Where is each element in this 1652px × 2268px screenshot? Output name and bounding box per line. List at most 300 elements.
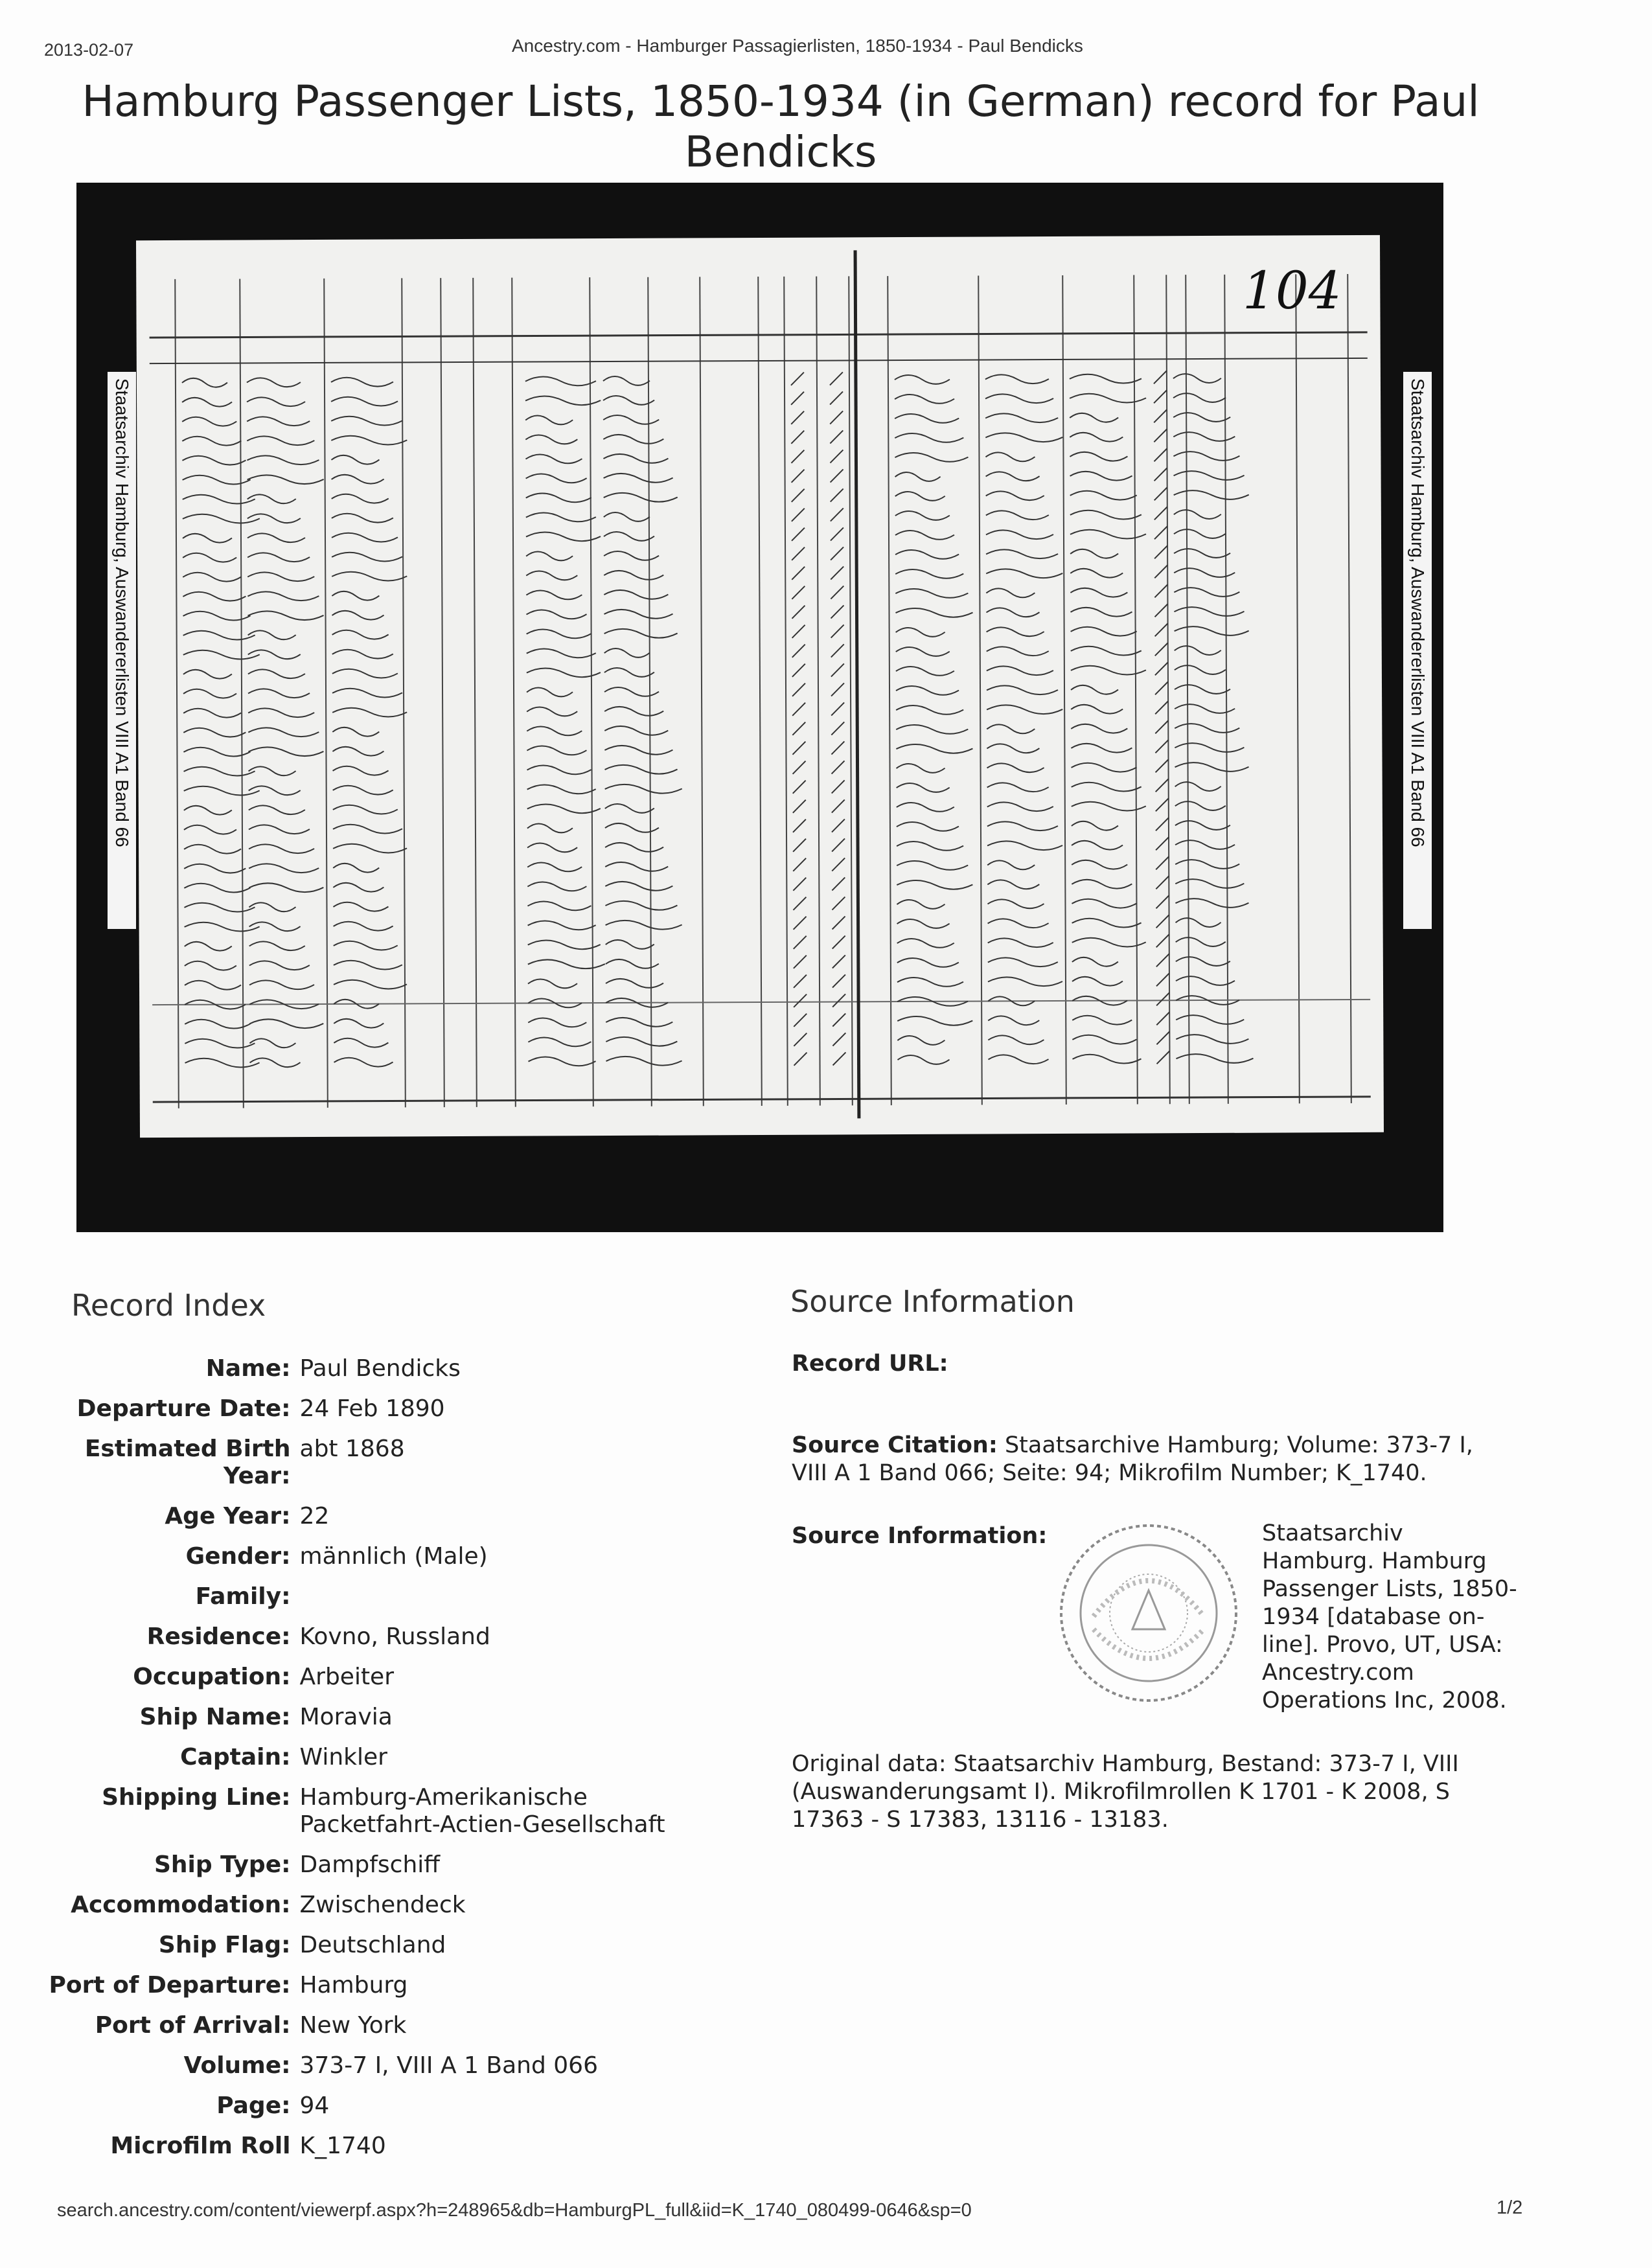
tally-mark: [1155, 623, 1168, 636]
page-title: Hamburg Passenger Lists, 1850-1934 (in German) record for Paul Bendicks: [82, 76, 1480, 177]
handwritten-entry: [185, 1019, 250, 1028]
ledger-column-line: [888, 276, 891, 1105]
archive-stamp-seal: [1055, 1519, 1243, 1707]
tally-mark: [1154, 526, 1167, 539]
handwritten-entry: [248, 669, 305, 678]
handwritten-entry: [333, 902, 388, 911]
tally-mark: [832, 819, 845, 832]
record-index-row: [39, 1972, 726, 1999]
handwritten-entry: [528, 1037, 591, 1046]
handwritten-entry: [985, 433, 1062, 442]
handwritten-entry: [525, 376, 596, 385]
tally-mark: [791, 431, 804, 444]
record-index-row: [39, 1583, 726, 1610]
handwritten-entry: [247, 397, 305, 406]
record-index-row: [39, 1503, 726, 1530]
handwritten-entry: [988, 938, 1053, 947]
handwritten-entry: [1070, 490, 1137, 499]
ledger-column-line: [758, 277, 762, 1106]
handwritten-entry: [525, 396, 601, 406]
tally-mark: [794, 994, 807, 1007]
handwritten-entry: [526, 512, 596, 521]
footer-page-number: 1/2: [1497, 2197, 1523, 2218]
handwritten-entry: [986, 530, 1053, 539]
handwritten-entry: [332, 513, 393, 522]
handwritten-entry: [184, 786, 260, 796]
ledger-column-line: [1166, 275, 1170, 1104]
handwritten-entry: [606, 1057, 682, 1066]
tally-mark: [792, 586, 805, 599]
tally-mark: [794, 936, 807, 949]
ledger-column-line: [324, 279, 328, 1108]
record-index-row: [39, 1355, 726, 1382]
handwritten-entry: [1072, 782, 1141, 791]
handwritten-entry: [527, 629, 591, 638]
tally-mark: [1156, 895, 1169, 908]
tally-mark: [832, 897, 845, 910]
handwritten-entry: [183, 747, 250, 756]
handwritten-entry: [527, 707, 577, 716]
tally-mark: [1155, 701, 1168, 714]
tally-mark: [794, 975, 807, 988]
tally-mark: [792, 664, 805, 677]
handwritten-entry: [185, 942, 232, 951]
handwritten-entry: [332, 707, 407, 717]
ledger-spine: [855, 250, 859, 1118]
handwritten-entry: [897, 978, 963, 987]
handwritten-entry: [897, 803, 954, 812]
handwritten-entry: [897, 1016, 972, 1026]
tally-mark: [831, 683, 844, 696]
handwritten-entry: [1175, 626, 1249, 636]
handwritten-entry: [1072, 821, 1118, 830]
folio-number: 104: [1243, 260, 1342, 321]
handwritten-entry: [604, 668, 654, 677]
handwritten-entry: [988, 1016, 1039, 1025]
handwritten-entry: [249, 922, 301, 931]
handwritten-entry: [331, 435, 407, 445]
handwritten-entry: [895, 492, 945, 501]
handwritten-entry: [249, 961, 310, 970]
handwritten-entry: [895, 472, 941, 481]
ledger-column-line: [1186, 275, 1189, 1104]
handwritten-entry: [896, 725, 968, 734]
record-index-row: [39, 1543, 726, 1570]
handwritten-entry: [606, 940, 654, 949]
tally-mark: [1156, 973, 1169, 986]
handwritten-entry: [527, 687, 573, 696]
handwritten-entry: [604, 648, 650, 658]
handwritten-entry: [334, 1019, 384, 1028]
tally-mark: [792, 606, 805, 619]
tally-mark: [1154, 487, 1167, 500]
ledger-column-line: [402, 278, 406, 1107]
handwritten-entry: [987, 783, 1049, 792]
handwritten-entry: [604, 551, 659, 560]
handwritten-entry: [988, 1035, 1044, 1044]
handwritten-entry: [605, 862, 668, 871]
handwritten-entry: [184, 902, 255, 911]
handwritten-entry: [183, 572, 241, 581]
tally-mark: [794, 917, 807, 930]
record-index-label: Volume:: [183, 2052, 291, 2079]
handwritten-entry: [1071, 685, 1118, 694]
handwritten-entry: [895, 608, 972, 618]
handwritten-entry: [248, 747, 323, 757]
tally-mark: [1156, 876, 1169, 889]
handwritten-entry: [986, 491, 1044, 500]
handwritten-entry: [1072, 762, 1137, 772]
tally-mark: [794, 1033, 807, 1046]
tally-mark: [830, 430, 843, 443]
record-index-value: 94: [299, 2092, 330, 2119]
handwritten-entry: [247, 475, 324, 485]
tally-mark: [1155, 682, 1168, 694]
handwritten-entry: [249, 1019, 323, 1028]
source-information-label: Source Information:: [792, 1523, 1048, 1549]
source-citation-label: Source Citation:: [792, 1432, 998, 1458]
handwritten-entry: [332, 611, 384, 620]
handwritten-entry: [896, 744, 972, 754]
handwritten-entry: [606, 1018, 672, 1027]
handwritten-entry: [527, 901, 591, 910]
handwritten-entry: [988, 1055, 1048, 1064]
tally-mark: [831, 488, 843, 501]
handwritten-entry: [183, 494, 255, 503]
tally-mark: [1156, 818, 1169, 830]
tally-mark: [794, 1014, 807, 1027]
handwritten-entry: [1175, 665, 1226, 674]
record-index-heading: Record Index: [71, 1288, 266, 1323]
handwritten-entry: [1173, 413, 1230, 422]
tally-mark: [830, 391, 843, 404]
handwritten-entry: [896, 628, 945, 637]
record-index-row: [39, 1932, 726, 1959]
handwritten-entry: [1175, 840, 1235, 849]
handwritten-entry: [897, 842, 963, 851]
handwritten-entry: [604, 590, 668, 599]
tally-mark: [830, 411, 843, 424]
handwritten-entry: [1175, 879, 1244, 888]
handwritten-entry: [183, 689, 236, 698]
tally-mark: [832, 780, 845, 793]
tally-mark: [832, 838, 845, 851]
ledger-column-line: [512, 278, 516, 1107]
tally-mark: [791, 411, 804, 424]
handwritten-entry: [895, 453, 968, 462]
tally-mark: [793, 839, 806, 852]
handwritten-entry: [1174, 490, 1249, 500]
handwritten-entry: [247, 533, 305, 542]
handwritten-entry: [332, 727, 379, 737]
handwritten-entry: [1070, 471, 1132, 480]
handwritten-entry: [248, 727, 319, 737]
handwritten-entry: [334, 921, 393, 930]
handwritten-entry: [1072, 1054, 1141, 1063]
record-index-row: [39, 2012, 726, 2039]
handwritten-entry: [896, 647, 950, 656]
handwritten-entry: [525, 415, 573, 424]
record-index-label: Estimated Birth Year:: [84, 1436, 291, 1489]
handwritten-entry: [1071, 724, 1127, 733]
record-index-label: Ship Type:: [154, 1851, 291, 1878]
tally-mark: [1156, 1031, 1169, 1044]
tally-mark: [830, 372, 843, 385]
handwritten-entry: [526, 493, 591, 502]
handwritten-entry: [527, 804, 601, 813]
handwritten-entry: [605, 785, 682, 794]
handwritten-entry: [987, 685, 1058, 694]
handwritten-entry: [1072, 977, 1123, 986]
tally-mark: [1155, 662, 1168, 675]
handwritten-entry: [527, 648, 596, 658]
handwritten-entry: [183, 630, 255, 639]
handwritten-entry: [603, 376, 650, 385]
handwritten-entry: [249, 844, 314, 853]
record-index-value: Deutschland: [299, 1932, 446, 1958]
tally-mark: [792, 683, 805, 696]
handwritten-entry: [185, 922, 260, 932]
tally-mark: [1155, 720, 1168, 733]
tally-mark: [791, 450, 804, 463]
tally-mark: [792, 703, 805, 716]
record-index-label: Accommodation:: [71, 1892, 291, 1918]
record-index-value: männlich (Male): [299, 1543, 488, 1570]
record-index-value: Hamburg-Amerikanische Packetfahrt-Actien-Gesellschaft: [299, 1784, 665, 1838]
handwritten-entry: [1070, 413, 1118, 422]
tally-mark: [794, 956, 807, 968]
ledger-lines: [136, 235, 1384, 1138]
handwritten-entry: [604, 610, 672, 619]
archive-side-label-right: Staatsarchiv Hamburg, Auswandererlisten VIII A1 Band 66: [1403, 372, 1432, 929]
handwritten-entry: [606, 979, 663, 988]
handwritten-entry: [1174, 588, 1239, 597]
handwritten-entry: [604, 512, 650, 521]
handwritten-entry: [987, 802, 1053, 811]
record-index-label: Residence:: [146, 1623, 291, 1650]
record-index-label: Family:: [195, 1583, 291, 1610]
ledger-column-line: [590, 277, 593, 1106]
handwritten-entry: [183, 708, 241, 717]
handwritten-entry: [182, 436, 241, 445]
handwritten-entry: [985, 374, 1049, 384]
record-index-label: Captain:: [180, 1744, 291, 1770]
handwritten-entry: [331, 396, 398, 406]
handwritten-entry: [183, 727, 246, 737]
tally-mark: [1156, 1051, 1169, 1064]
handwritten-entry: [604, 726, 668, 735]
handwritten-entry: [247, 611, 323, 621]
handwritten-entry: [1072, 918, 1141, 927]
handwritten-entry: [1175, 860, 1239, 869]
handwritten-entry: [182, 378, 227, 387]
ledger-column-line: [978, 276, 982, 1105]
handwritten-entry: [895, 375, 950, 384]
handwritten-entry: [528, 921, 596, 930]
ledger-column-line: [849, 276, 853, 1105]
tally-mark: [791, 392, 804, 405]
tally-mark: [832, 877, 845, 890]
handwritten-entry: [987, 899, 1044, 908]
record-index-value: New York: [299, 2012, 407, 2039]
handwritten-entry: [183, 670, 232, 679]
handwritten-entry: [1173, 374, 1221, 383]
handwritten-entry: [1072, 1015, 1132, 1024]
tally-mark: [793, 858, 806, 871]
ledger-column-line: [1348, 274, 1351, 1103]
handwritten-entry: [896, 667, 954, 676]
handwritten-entry: [333, 864, 379, 873]
handwritten-entry: [1176, 976, 1235, 985]
tally-mark: [1154, 409, 1167, 422]
handwritten-entry: [987, 724, 1035, 733]
record-index-label: Shipping Line:: [102, 1784, 291, 1811]
record-index-label: Ship Flag:: [158, 1932, 291, 1958]
handwritten-entry: [1176, 957, 1230, 966]
handwritten-entry: [527, 823, 573, 832]
handwritten-entry: [527, 785, 596, 794]
tally-mark: [832, 858, 845, 871]
tally-mark: [792, 742, 805, 755]
handwritten-entry: [249, 805, 305, 814]
ledger-column-line: [441, 278, 444, 1107]
record-index-row: [39, 1851, 726, 1879]
handwritten-entry: [526, 474, 587, 483]
record-index-label: Ship Name:: [139, 1704, 291, 1730]
handwritten-entry: [986, 588, 1035, 597]
record-index-row: [39, 1784, 726, 1838]
ledger-column-line: [784, 277, 788, 1106]
handwritten-entry: [249, 786, 301, 795]
handwritten-entry: [332, 571, 407, 581]
handwritten-entry: [1173, 393, 1226, 402]
handwritten-entry: [1176, 1015, 1244, 1024]
source-citation: [792, 1432, 1511, 1487]
handwritten-entry: [248, 708, 314, 717]
tally-mark: [1154, 371, 1167, 384]
handwritten-entry: [185, 1058, 259, 1068]
record-url-label: Record URL:: [792, 1351, 948, 1377]
print-header: Ancestry.com - Hamburger Passagierlisten, 1850-1934 - Paul Bendicks: [512, 36, 1083, 56]
tally-mark: [831, 605, 843, 618]
handwritten-entry: [185, 961, 236, 970]
tally-mark: [831, 624, 844, 637]
handwritten-entry: [897, 1055, 949, 1064]
record-index-value: 24 Feb 1890: [299, 1395, 445, 1422]
handwritten-entry: [332, 747, 384, 756]
handwritten-entry: [332, 669, 398, 678]
handwritten-entry: [331, 377, 393, 386]
handwritten-entry: [987, 744, 1039, 753]
handwritten-entry: [895, 433, 963, 442]
record-index-row: [39, 1395, 726, 1423]
handwritten-entry: [896, 705, 963, 715]
tally-mark: [831, 722, 844, 735]
tally-mark: [792, 645, 805, 658]
handwritten-entry: [184, 883, 250, 892]
record-index-row: [39, 2092, 726, 2120]
handwritten-entry: [985, 413, 1058, 422]
tally-mark: [1154, 507, 1167, 520]
handwritten-entry: [1070, 374, 1141, 383]
handwritten-entry: [528, 940, 601, 949]
source-information-value: Staatsarchiv Hamburg. Hamburg Passenger Lists, 1850-1934 [database on-line]. Provo, UT, USA: Ancestry.com Operations Inc, 2008.: [1262, 1520, 1517, 1713]
handwritten-entry: [247, 514, 301, 523]
tally-mark: [793, 761, 806, 774]
handwritten-entry: [249, 1058, 300, 1067]
handwritten-entry: [182, 398, 232, 407]
handwritten-entry: [987, 860, 1035, 869]
record-index-row: [39, 1704, 726, 1731]
handwritten-entry: [525, 435, 577, 444]
handwritten-entry: [249, 1038, 295, 1048]
handwritten-entry: [1175, 782, 1221, 791]
handwritten-entry: [603, 435, 663, 444]
ledger-column-line: [1296, 274, 1300, 1103]
record-index-value: Dampfschiff: [299, 1851, 441, 1878]
tally-mark: [793, 800, 806, 813]
tally-mark: [831, 586, 843, 599]
handwritten-entry: [249, 864, 319, 873]
handwritten-entry: [985, 452, 1035, 461]
handwritten-entry: [897, 939, 954, 948]
tally-mark: [832, 955, 845, 968]
handwritten-entry: [1176, 918, 1221, 927]
handwritten-entry: [184, 766, 255, 775]
tally-mark: [1155, 643, 1168, 656]
handwritten-entry: [604, 746, 672, 755]
handwritten-entry: [333, 766, 389, 775]
record-index-label: Port of Departure:: [49, 1972, 291, 1999]
record-index-row: [39, 1892, 726, 1919]
handwritten-entry: [1071, 743, 1132, 752]
record-index-label: Occupation:: [133, 1664, 291, 1690]
footer-url: search.ancestry.com/content/viewerpf.aspx?h=248965&db=HamburgPL_full&iid=K_1740_080499-0646&sp=0: [57, 2200, 972, 2221]
ledger-column-line: [1062, 275, 1066, 1105]
handwritten-entry: [1070, 569, 1123, 578]
tally-mark: [832, 761, 845, 773]
handwritten-entry: [986, 472, 1040, 481]
handwritten-entry: [1072, 801, 1146, 811]
handwritten-entry: [896, 686, 959, 695]
handwritten-entry: [332, 649, 393, 658]
ledger-page: [136, 235, 1384, 1138]
archive-side-label-left: Staatsarchiv Hamburg, Auswandererlisten VIII A1 Band 66: [108, 372, 136, 929]
handwritten-entry: [185, 1038, 255, 1048]
handwritten-entry: [606, 1037, 677, 1046]
handwritten-entry: [1072, 841, 1123, 850]
record-index-label: Port of Arrival:: [95, 2012, 291, 2039]
handwritten-entry: [1072, 879, 1132, 888]
handwritten-entry: [986, 569, 1062, 578]
record-index-value: Winkler: [299, 1744, 387, 1770]
handwritten-entry: [895, 395, 954, 404]
handwritten-entry: [1070, 588, 1127, 597]
ledger-column-line: [175, 279, 179, 1108]
handwritten-entry: [527, 862, 582, 871]
handwritten-entry: [1175, 724, 1239, 733]
handwritten-entry: [184, 806, 232, 815]
handwritten-entry: [895, 569, 963, 578]
handwritten-entry: [334, 979, 407, 989]
handwritten-entry: [895, 550, 959, 559]
handwritten-entry: [332, 494, 389, 503]
tally-mark: [831, 644, 844, 657]
handwritten-entry: [249, 825, 310, 834]
handwritten-entry: [603, 454, 668, 463]
handwritten-entry: [182, 417, 236, 426]
record-index-label: Page:: [216, 2092, 291, 2119]
